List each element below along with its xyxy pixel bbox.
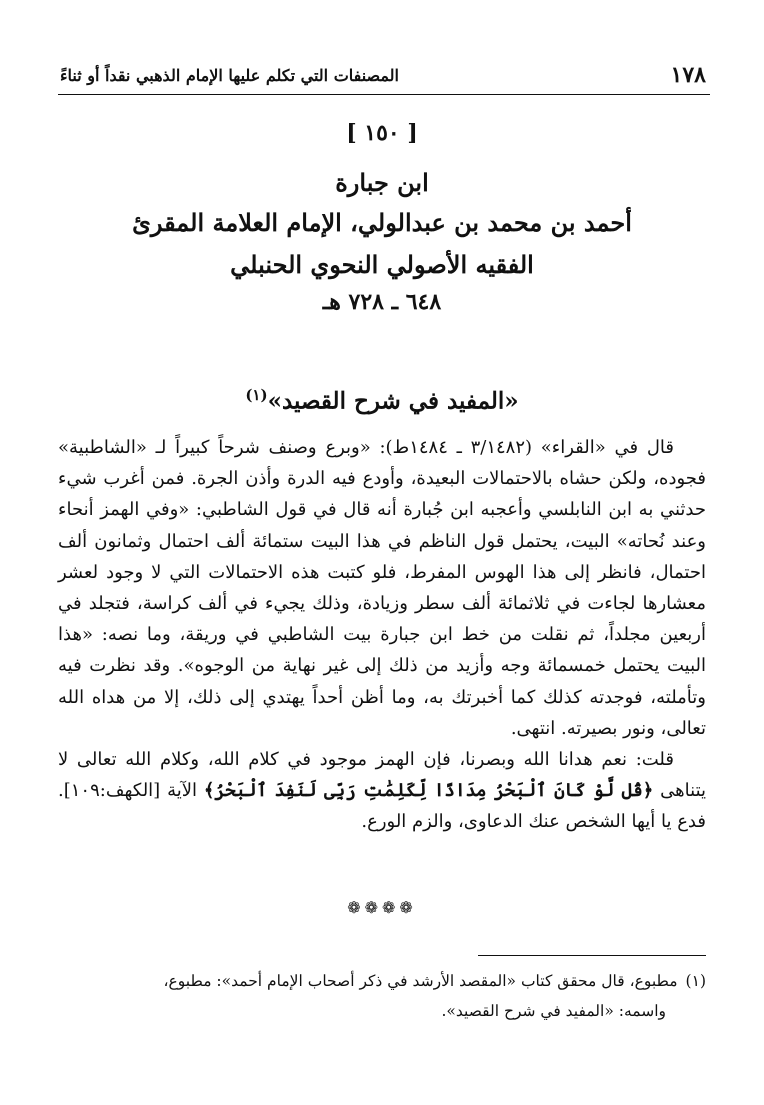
section-title-text: «المفيد في شرح القصيد» — [267, 387, 519, 415]
footnote-reference: (١) — [245, 386, 268, 404]
entry-full-name-line1: أحمد بن محمد بن عبدالولي، الإمام العلامة المقرئ — [132, 208, 632, 237]
footnote-rule — [478, 955, 706, 956]
body-text — [58, 432, 706, 838]
paragraph-2 — [58, 744, 706, 838]
quran-verse: ﴿قُل لَّوْ كَانَ ٱلْبَحْرُ مِدَادًا لِّكَلِمَٰتِ رَبِّى لَنَفِدَ ٱلْبَحْرُ﴾ — [203, 780, 654, 802]
paragraph-1: قال في «القراء» (٣/١٤٨٢ ـ ١٤٨٤ط): «وبرع وصنف شرحاً كبيراً لـ «الشاطبية» فجوده، ولكن حشاه بالاحتمالات البعيدة، وأودع فيه الدرة وأذن الجرة. فمن أغرب شيء حدثني به ابن النابلسي وأعجبه ابن جُبارة أنه قال في قول الشاطبي: «وفي الهمز أنحاء وعند نُحاته» البيت، يحتمل قول الناظم في هذا البيت ستمائة ألف احتمال وثمانون ألف احتمال، فانظر إلى هذا الهوس المفرط، فلو كتبت هذه الاحتمالات التي لا وجود لعشر معشارها لجاءت في ثلاثمائة ألف سطر وزيادة، وذلك يجيء في ألف كراسة، فتجلد في أربعين مجلداً، ثم نقلت من خط ابن جبارة بيت الشاطبي في وريقة، وما نصه: «هذا البيت يحتمل خمسمائة وجه وأزيد من ذلك إلى غير نهاية من الوجوه». وقد نظرت فيه وتأملته، فوجدته كذلك كما أخبرتك به، وما أظن أحداً يهتدي إلى ذلك، إلا من هداه الله تعالى، ونور بصيرته. انتهى. — [58, 437, 706, 739]
header-rule — [58, 94, 710, 95]
section-title — [0, 386, 764, 415]
page-number: ١٧٨ — [670, 62, 706, 88]
footnote-text-line1: مطبوع، قال محقق كتاب «المقصد الأرشد في ذكر أصحاب الإمام أحمد»: مطبوع، — [163, 972, 678, 990]
footnote-1 — [58, 966, 706, 996]
section-separator: ❁❁❁❁ — [347, 898, 417, 917]
entry-short-name: ابن جبارة — [335, 168, 429, 197]
entry-full-name-line2: الفقيه الأصولي النحوي الحنبلي — [230, 250, 534, 279]
footnote-number: (١) — [685, 972, 706, 990]
paragraph-2-end: الآية [الكهف:١٠٩]. فدع يا أيها الشخص عنك الدعاوى، والزم الورع. — [58, 780, 706, 833]
paragraph-2-start: قلت: نعم هدانا الله وبصرنا، فإن الهمز موجود في كلام الله، وكلام الله تعالى لا يتناهى — [58, 749, 707, 802]
entry-dates: ٦٤٨ ـ ٧٢٨ هـ — [322, 289, 442, 315]
footnotes — [58, 966, 706, 1026]
page-header — [58, 58, 710, 98]
running-title: المصنفات التي تكلم عليها الإمام الذهبي نقداً أو ثناءً — [60, 66, 399, 85]
entry-number: [ ١٥٠ ] — [346, 120, 418, 146]
footnote-1-continued: واسمه: «المفيد في شرح القصيد». — [441, 1002, 666, 1020]
